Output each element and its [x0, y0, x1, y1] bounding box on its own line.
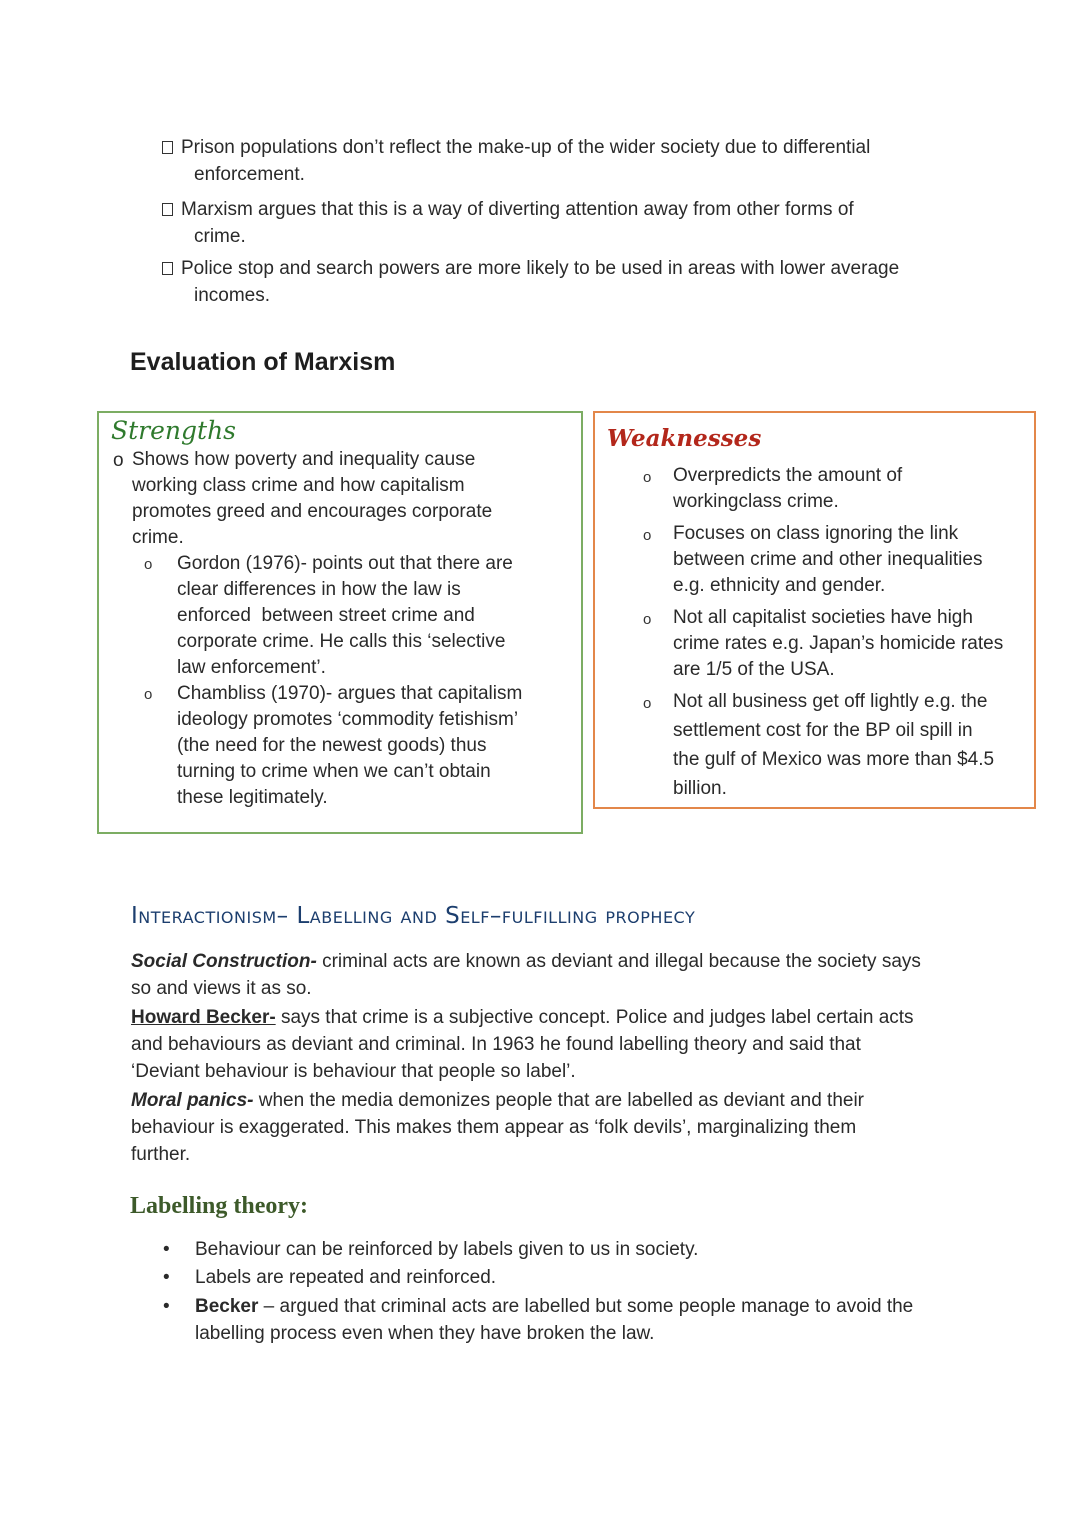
- moral-panics-paragraph: Moral panics- when the media demonizes people that are labelled as deviant and their behaviour is exaggerated. This makes them appear as ‘folk devils’, marginalizing them further.: [131, 1090, 864, 1165]
- sub-bullet-icon: o: [144, 686, 153, 703]
- strengths-sub-chambliss: Chambliss (1970)- argues that capitalism ideology promotes ‘commodity fetishism’ (the need for the newest goods) thus turning to crime when we can’t obtain these legitimately.: [177, 683, 523, 808]
- list-item: Prison populations don’t reflect the make-up of the wider society due to differential enforcement.: [162, 134, 962, 188]
- list-item: • Behaviour can be reinforced by labels given to us in society.: [195, 1236, 975, 1263]
- bullet-icon: •: [163, 1296, 170, 1317]
- interactionism-title: Interactionism– Labelling and Self–fulfilling prophecy: [131, 903, 696, 929]
- weakness-item: Focuses on class ignoring the link between crime and other inequalities e.g. ethnicity and gender.: [673, 523, 983, 596]
- bullet-icon: •: [163, 1267, 170, 1288]
- labelling-theory-heading: Labelling theory:: [130, 1193, 308, 1219]
- checkbox-square-icon: [162, 141, 173, 154]
- weakness-item: Overpredicts the amount of workingclass crime.: [673, 465, 903, 512]
- list-item: • Becker – argued that criminal acts are labelled but some people manage to avoid the labelling process even when they have broken the law.: [195, 1293, 975, 1347]
- checkbox-square-icon: [162, 262, 173, 275]
- becker-paragraph: Howard Becker- says that crime is a subjective concept. Police and judges label certain acts and behaviours as deviant and criminal. In 1963 he found labelling theory and said that ‘Deviant behaviour is behaviour that people so label’.: [131, 1007, 914, 1082]
- evaluation-heading: Evaluation of Marxism: [130, 348, 396, 376]
- weakness-bullet-icon: o: [643, 611, 652, 628]
- list-item: • Labels are repeated and reinforced.: [195, 1264, 975, 1291]
- sub-bullet-icon: o: [144, 556, 153, 573]
- bullet-icon: •: [163, 1239, 170, 1260]
- strengths-sub-gordon: Gordon (1976)- points out that there are clear differences in how the law is enforced between street crime and corporate crime. He calls this ‘selective law enforcement’.: [177, 553, 513, 678]
- strengths-main-text: Shows how poverty and inequality cause working class crime and how capitalism promotes greed and encourages corporate crime.: [132, 449, 493, 548]
- weakness-bullet-icon: o: [643, 527, 652, 544]
- social-construction-paragraph: Social Construction- criminal acts are known as deviant and illegal because the society says so and views it as so.: [131, 951, 921, 999]
- list-item: Police stop and search powers are more likely to be used in areas with lower average incomes.: [162, 255, 962, 309]
- strengths-box: [97, 411, 583, 834]
- checkbox-square-icon: [162, 203, 173, 216]
- strengths-main-bullet: o: [113, 450, 124, 471]
- weaknesses-box: [593, 411, 1036, 809]
- weakness-bullet-icon: o: [643, 695, 652, 712]
- strengths-title: Strengths: [111, 416, 236, 445]
- list-item: Marxism argues that this is a way of diverting attention away from other forms of crime.: [162, 196, 962, 250]
- weakness-item: Not all capitalist societies have high crime rates e.g. Japan’s homicide rates are 1/5 of the USA.: [673, 607, 1004, 680]
- weakness-item: Not all business get off lightly e.g. the settlement cost for the BP oil spill in the gulf of Mexico was more than $4.5 billion.: [673, 691, 995, 799]
- weakness-bullet-icon: o: [643, 469, 652, 486]
- weaknesses-title: Weaknesses: [607, 425, 762, 452]
